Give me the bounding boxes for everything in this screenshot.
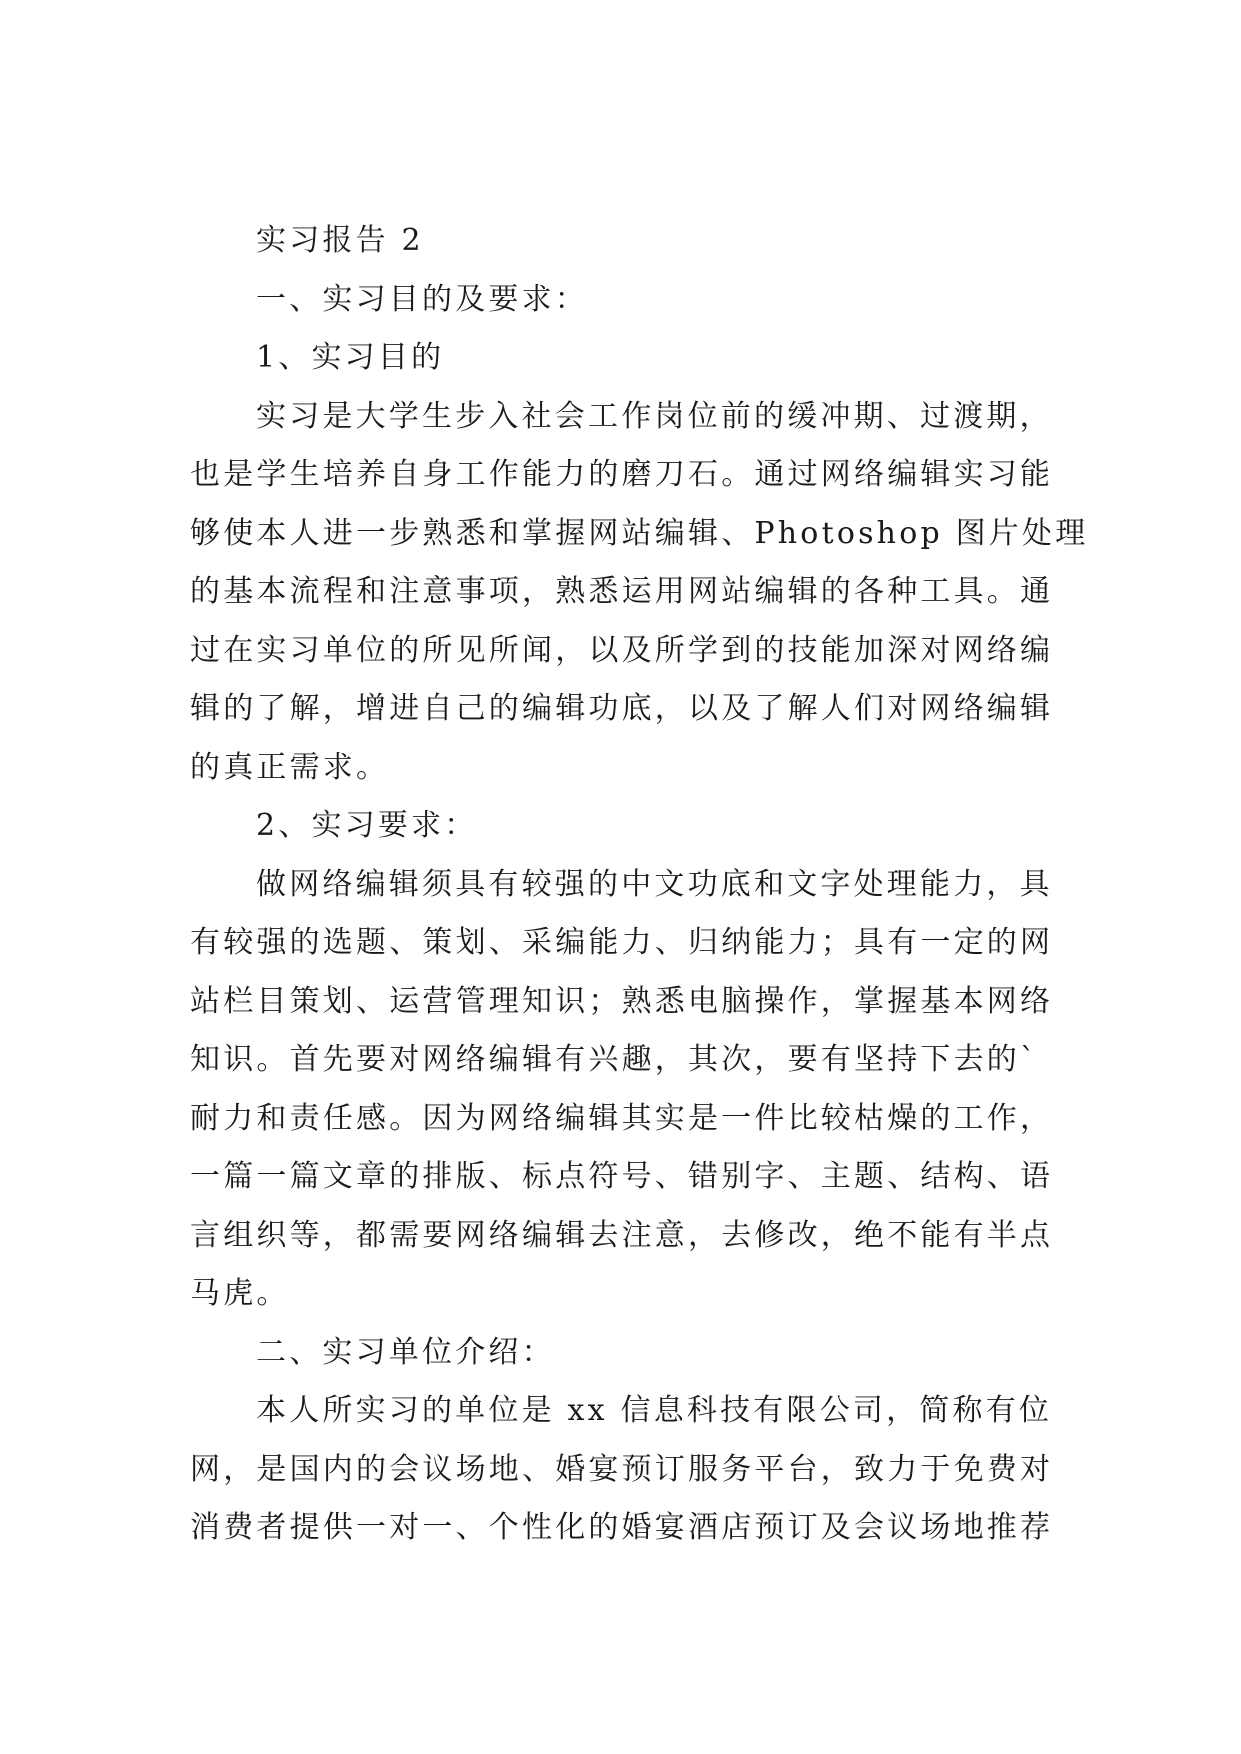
subsection-heading-1-2: 2、实习要求： <box>256 808 478 843</box>
paragraph-line: 实习是大学生步入社会工作岗位前的缓冲期、过渡期， <box>256 398 1053 434</box>
subsection-heading-1-1: 1、实习目的 <box>256 340 445 375</box>
paragraph-line: 够使本人进一步熟悉和掌握网站编辑、Photoshop 图片处理 <box>190 515 1089 551</box>
paragraph-line: 知识。首先要对网络编辑有兴趣，其次，要有坚持下去的` <box>190 1042 1039 1077</box>
paragraph-line: 辑的了解，增进自己的编辑功底，以及了解人们对网络编辑 <box>190 691 1054 726</box>
paragraph-line: 做网络编辑须具有较强的中文功底和文字处理能力，具 <box>256 866 1053 902</box>
paragraph-line: 耐力和责任感。因为网络编辑其实是一件比较枯燥的工作， <box>190 1100 1054 1136</box>
paragraph-line: 言组织等，都需要网络编辑去注意，去修改，绝不能有半点 <box>190 1217 1054 1253</box>
paragraph-line: 站栏目策划、运营管理知识；熟悉电脑操作，掌握基本网络 <box>190 983 1054 1019</box>
paragraph-line: 网，是国内的会议场地、婚宴预订服务平台，致力于免费对 <box>190 1451 1054 1487</box>
paragraph-line: 消费者提供一对一、个性化的婚宴酒店预订及会议场地推荐 <box>190 1510 1054 1545</box>
document-body <box>190 212 1089 1558</box>
paragraph-line: 一篇一篇文章的排版、标点符号、错别字、主题、结构、语 <box>190 1159 1054 1194</box>
paragraph-line: 本人所实习的单位是 xx 信息科技有限公司，简称有位 <box>256 1393 1053 1428</box>
section-heading-1: 一、实习目的及要求： <box>256 281 588 317</box>
paragraph-line: 的真正需求。 <box>190 749 390 785</box>
paragraph-line: 也是学生培养自身工作能力的磨刀石。通过网络编辑实习能 <box>190 457 1054 492</box>
section-heading-2: 二、实习单位介绍： <box>256 1334 555 1370</box>
paragraph-line: 过在实习单位的所见所闻，以及所学到的技能加深对网络编 <box>190 632 1054 668</box>
paragraph-line: 马虎。 <box>190 1276 290 1311</box>
paragraph-line: 的基本流程和注意事项，熟悉运用网站编辑的各种工具。通 <box>190 574 1054 609</box>
paragraph-line: 有较强的选题、策划、采编能力、归纳能力；具有一定的网 <box>190 925 1054 960</box>
document-title: 实习报告 2 <box>256 223 424 258</box>
